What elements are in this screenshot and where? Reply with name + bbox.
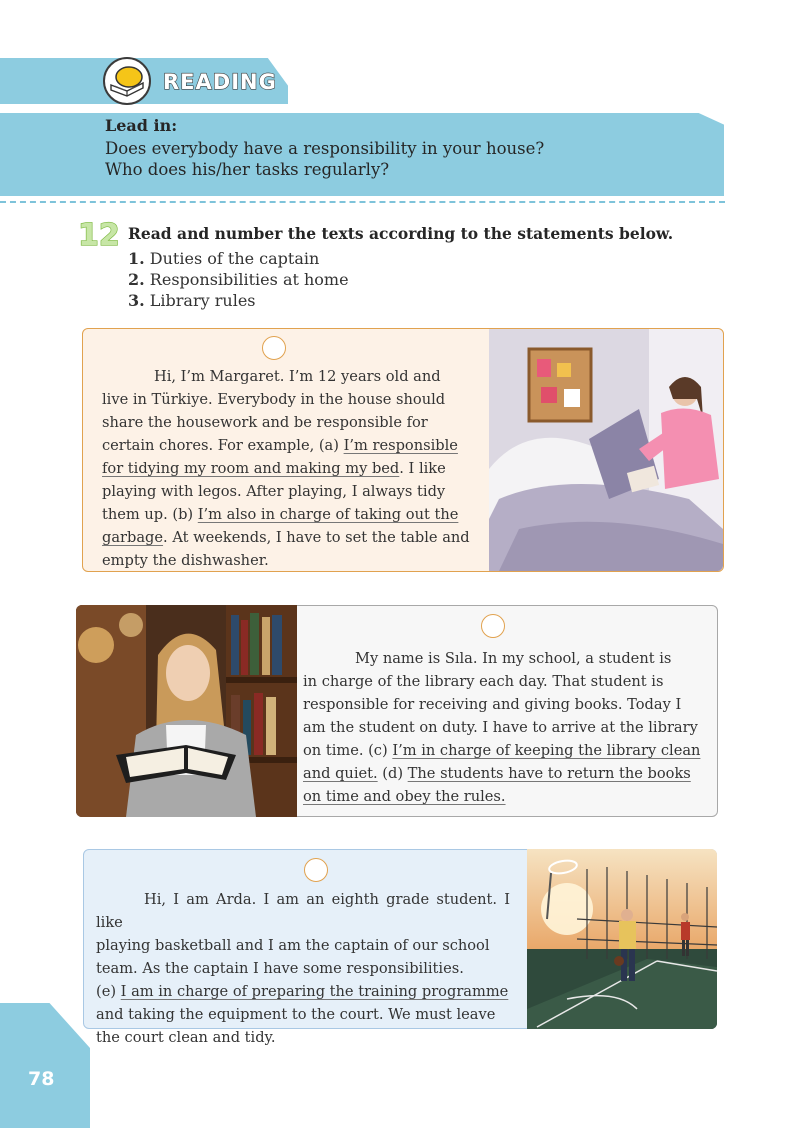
lead-in-question: Who does his/her tasks regularly? bbox=[105, 160, 390, 179]
section-title: READING bbox=[163, 70, 277, 94]
statement-item: 3. Library rules bbox=[128, 291, 256, 310]
basketball-court-photo bbox=[527, 849, 717, 1029]
book-icon bbox=[103, 57, 151, 105]
text-sila: My name is Sıla. In my school, a student is in charge of the library each day. That student is responsible for receiving and giving books. Today I am the student on duty. I have to arrive at the library on time. (c) I’m in charge of keeping the library clean and quiet. (d) The students have to return the books on time and obey the rules. bbox=[303, 650, 701, 805]
exercise-number: 12 bbox=[78, 218, 120, 253]
lead-in-question: Does everybody have a responsibility in your house? bbox=[105, 139, 545, 158]
answer-circle[interactable] bbox=[481, 614, 505, 638]
page-number-tab bbox=[0, 1003, 90, 1128]
girl-reading-library-photo bbox=[76, 605, 297, 817]
exercise-instruction: Read and number the texts according to the statements below. bbox=[128, 224, 674, 243]
section-divider bbox=[0, 201, 725, 203]
page-number: 78 bbox=[28, 1068, 55, 1090]
statement-item: 2. Responsibilities at home bbox=[128, 270, 349, 289]
statement-item: 1. Duties of the captain bbox=[128, 249, 320, 268]
answer-circle[interactable] bbox=[304, 858, 328, 882]
answer-circle[interactable] bbox=[262, 336, 286, 360]
lead-in-title: Lead in: bbox=[105, 116, 178, 135]
text-margaret: Hi, I’m Margaret. I’m 12 years old and live in Türkiye. Everybody in the house should share the housework and be responsible for certain chores. For example, (a) I’m responsible for tidying my room and making my bed. I like playing with legos. After playing, I always tidy them up. (b) I’m also in charge of taking out the garbage. At weekends, I have to set the table and empty the dishwasher. bbox=[102, 368, 470, 569]
girl-making-bed-photo bbox=[489, 329, 723, 571]
text-arda: Hi, I am Arda. I am an eighth grade student. I like playing basketball and I am the captain of our school team. As the captain I have some responsibilities. (e) I am in charge of preparing the training programme and taking the equipment to the court. We must leave the court clean and tidy. bbox=[96, 891, 510, 1046]
